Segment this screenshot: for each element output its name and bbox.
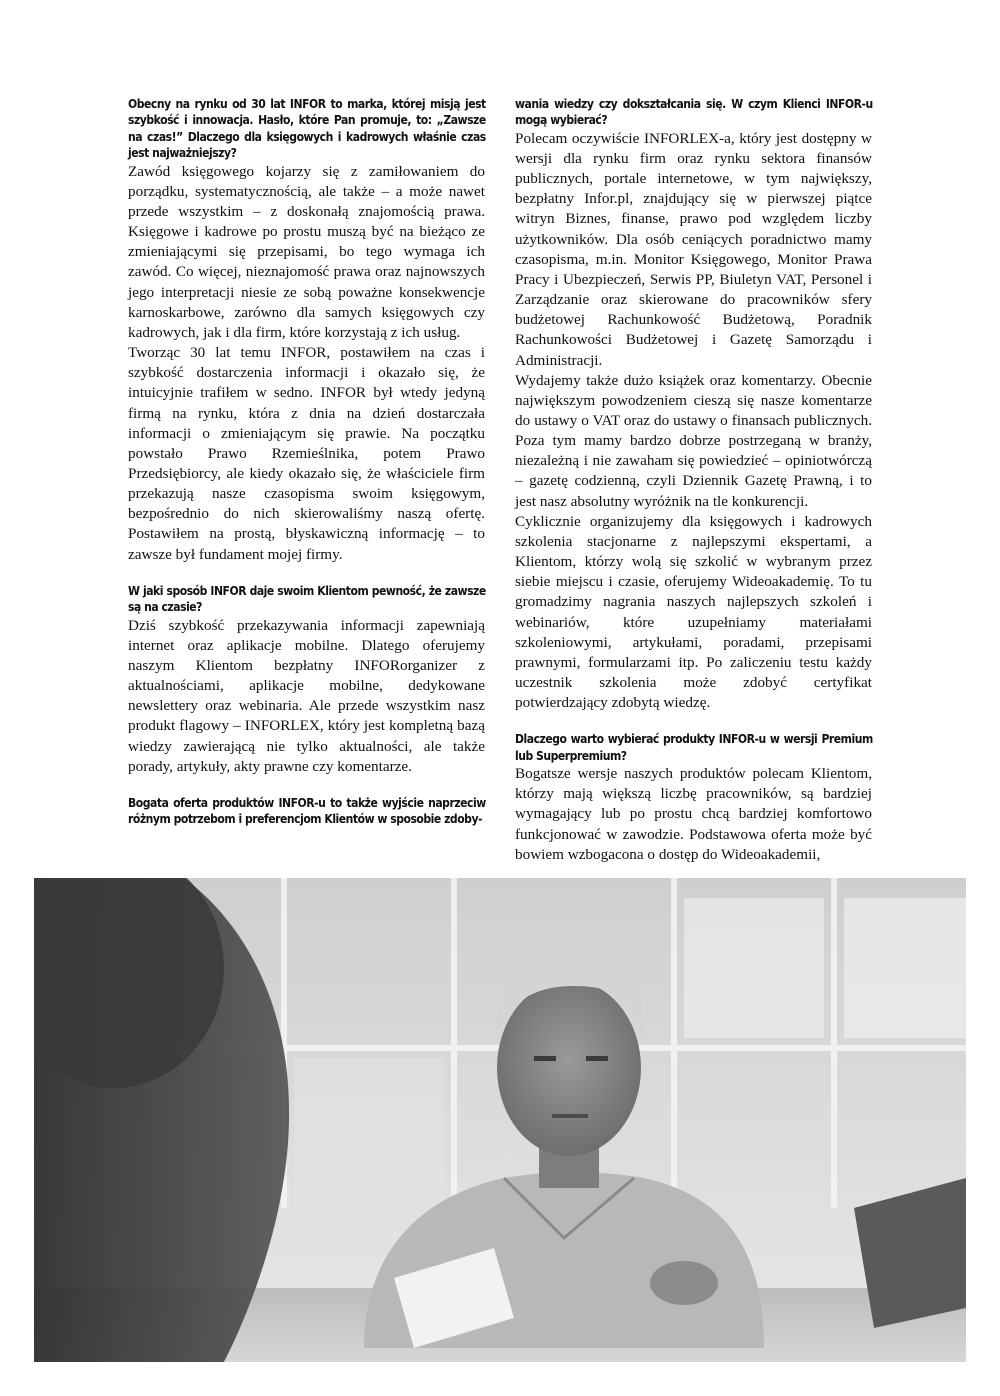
answer-1-paragraph-2: Tworząc 30 lat temu INFOR, postawiłem na czas i szybkość dostarczenia informacji i okazało się, że intuicyjnie trafiłem w sedno. INFOR był wtedy jedyną firmą na rynku, która z dnia na dzień dostarczała informacji o zmieniającym się prawie. Na początku powstało Prawo Rzemieślnika, potem Prawo Przedsiębiorcy, ale kiedy okazało się, że właściciele firm przekazują nasze czasopisma swoim księgowym, bezpośrednio do nich skierowaliśmy naszą ofertę. Postawiłem na prostą, błyskawiczną informację – to zawsze był fundament mojej firmy. — [128, 344, 485, 563]
interview-question-4: Dlaczego warto wybierać produkty INFOR-u w wersji Premium lub Superpremium? — [515, 731, 873, 763]
answer-2-paragraph-1: Dziś szybkość przekazywania informacji zapewniają internet oraz aplikacje mobilne. Dlatego oferujemy naszym Klientom bezpłatny INFORorganizer z aktualnościami, aplikacje mobilne, dedykowane newslettery oraz webinaria. Ale przede wszystkim nasz produkt flagowy – INFORLEX, który jest kompletną bazą wiedzy zawierającą nie tylko aktualności, ale także porady, artykuły, akty prawne czy komentarze. — [128, 616, 485, 775]
right-column — [515, 96, 872, 865]
portrait-photo — [34, 878, 966, 1362]
answer-1-paragraph-1: Zawód księgowego kojarzy się z zamiłowaniem do porządku, systematycznością, ale także – a może nawet przede wszystkim – z doskonałą znajomością prawa. Księgowe i kadrowe po prostu muszą być na bieżąco ze zmieniającymi się przepisami, bo tego wymaga ich zawód. Co więcej, nieznajomość prawa oraz najnowszych jego interpretacji niesie ze sobą poważne konsekwencje karnoskarbowe, zarówno dla samych księgowych czy kadrowych, jak i dla firm, które korzystają z ich usług. — [128, 162, 485, 341]
answer-3-paragraph-1: Polecam oczywiście INFORLEX-a, który jest dostępny w wersji dla rynku firm oraz rynku sektora finansów publicznych, portale internetowe, w tym największy, bezpłatny Infor.pl, znajdujący się w pierwszej piątce witryn Biznes, finanse, prawo pod względem liczby użytkowników. Dla osób ceniących poradnictwo mamy czasopisma, m.in. Monitor Księgowego, Monitor Prawa Pracy i Ubezpieczeń, Serwis PP, Biuletyn VAT, Personel i Zarządzanie oraz skierowane do pracowników sfery budżetowej Rachunkowość Budżetową, Poradnik Rachunkowości Budżetowej i Gazetę Samorządu i Administracji. — [515, 129, 872, 369]
answer-3-paragraph-3: Cyklicznie organizujemy dla księgowych i kadrowych szkolenia stacjonarne z najlepszymi ekspertami, a Klientom, którzy wolą się szkolić w wybranym przez siebie miejscu i czasie, oferujemy Wideoakademię. To tu gromadzimy nagrania naszych najlepszych szkoleń i webinariów, które uzupełniamy materiałami szkoleniowymi, artykułami, poradami, przepisami prawnymi, formularzami itp. Po zaliczeniu testu każdy uczestnik szkolenia może zdobyć certyfikat potwierdzający zdobytą wiedzę. — [515, 512, 872, 712]
interview-question-3-start: Bogata oferta produktów INFOR-u to także wyjście naprzeciw różnym potrzebom i preferencjom Klientów w sposobie zdoby- — [128, 794, 486, 827]
interview-question-3-end: wania wiedzy czy dokształcania się. W czym Klienci INFOR-u mogą wybierać? — [515, 96, 873, 128]
answer-3-paragraph-2: Wydajemy także dużo książek oraz komentarzy. Obecnie największym powodzeniem cieszą się nasze komentarze do ustawy o VAT oraz do ustawy o finansach publicznych. Poza tym mamy bardzo dobrze postrzeganą w branży, niezależną i nie zawaham się powiedzieć – opiniotwórczą – gazetę codzienną, czyli Dziennik Gazetę Prawną, i to jest nasz absolutny wyróżnik na tle konkurencji. — [515, 371, 872, 510]
interview-question-2: W jaki sposób INFOR daje swoim Klientom pewność, że zawsze są na czasie? — [128, 582, 486, 615]
answer-4-paragraph-1: Bogatsze wersje naszych produktów polecam Klientom, którzy mają większą liczbę pracowników, są bardziej wymagający lub po prostu chcą bardziej komfortowo funkcjonować w zawodzie. Podstawowa oferta może być bowiem wzbogacona o dostęp do Wideoakademii, — [515, 765, 872, 863]
interview-question-1: Obecny na rynku od 30 lat INFOR to marka, której misją jest szybkość i innowacja. Hasło, które Pan promuje, to: „Zawsze na czas!” Dlaczego dla księgowych i kadrowych właśnie czas jest najważniejszy? — [128, 96, 486, 161]
left-column — [128, 96, 485, 828]
